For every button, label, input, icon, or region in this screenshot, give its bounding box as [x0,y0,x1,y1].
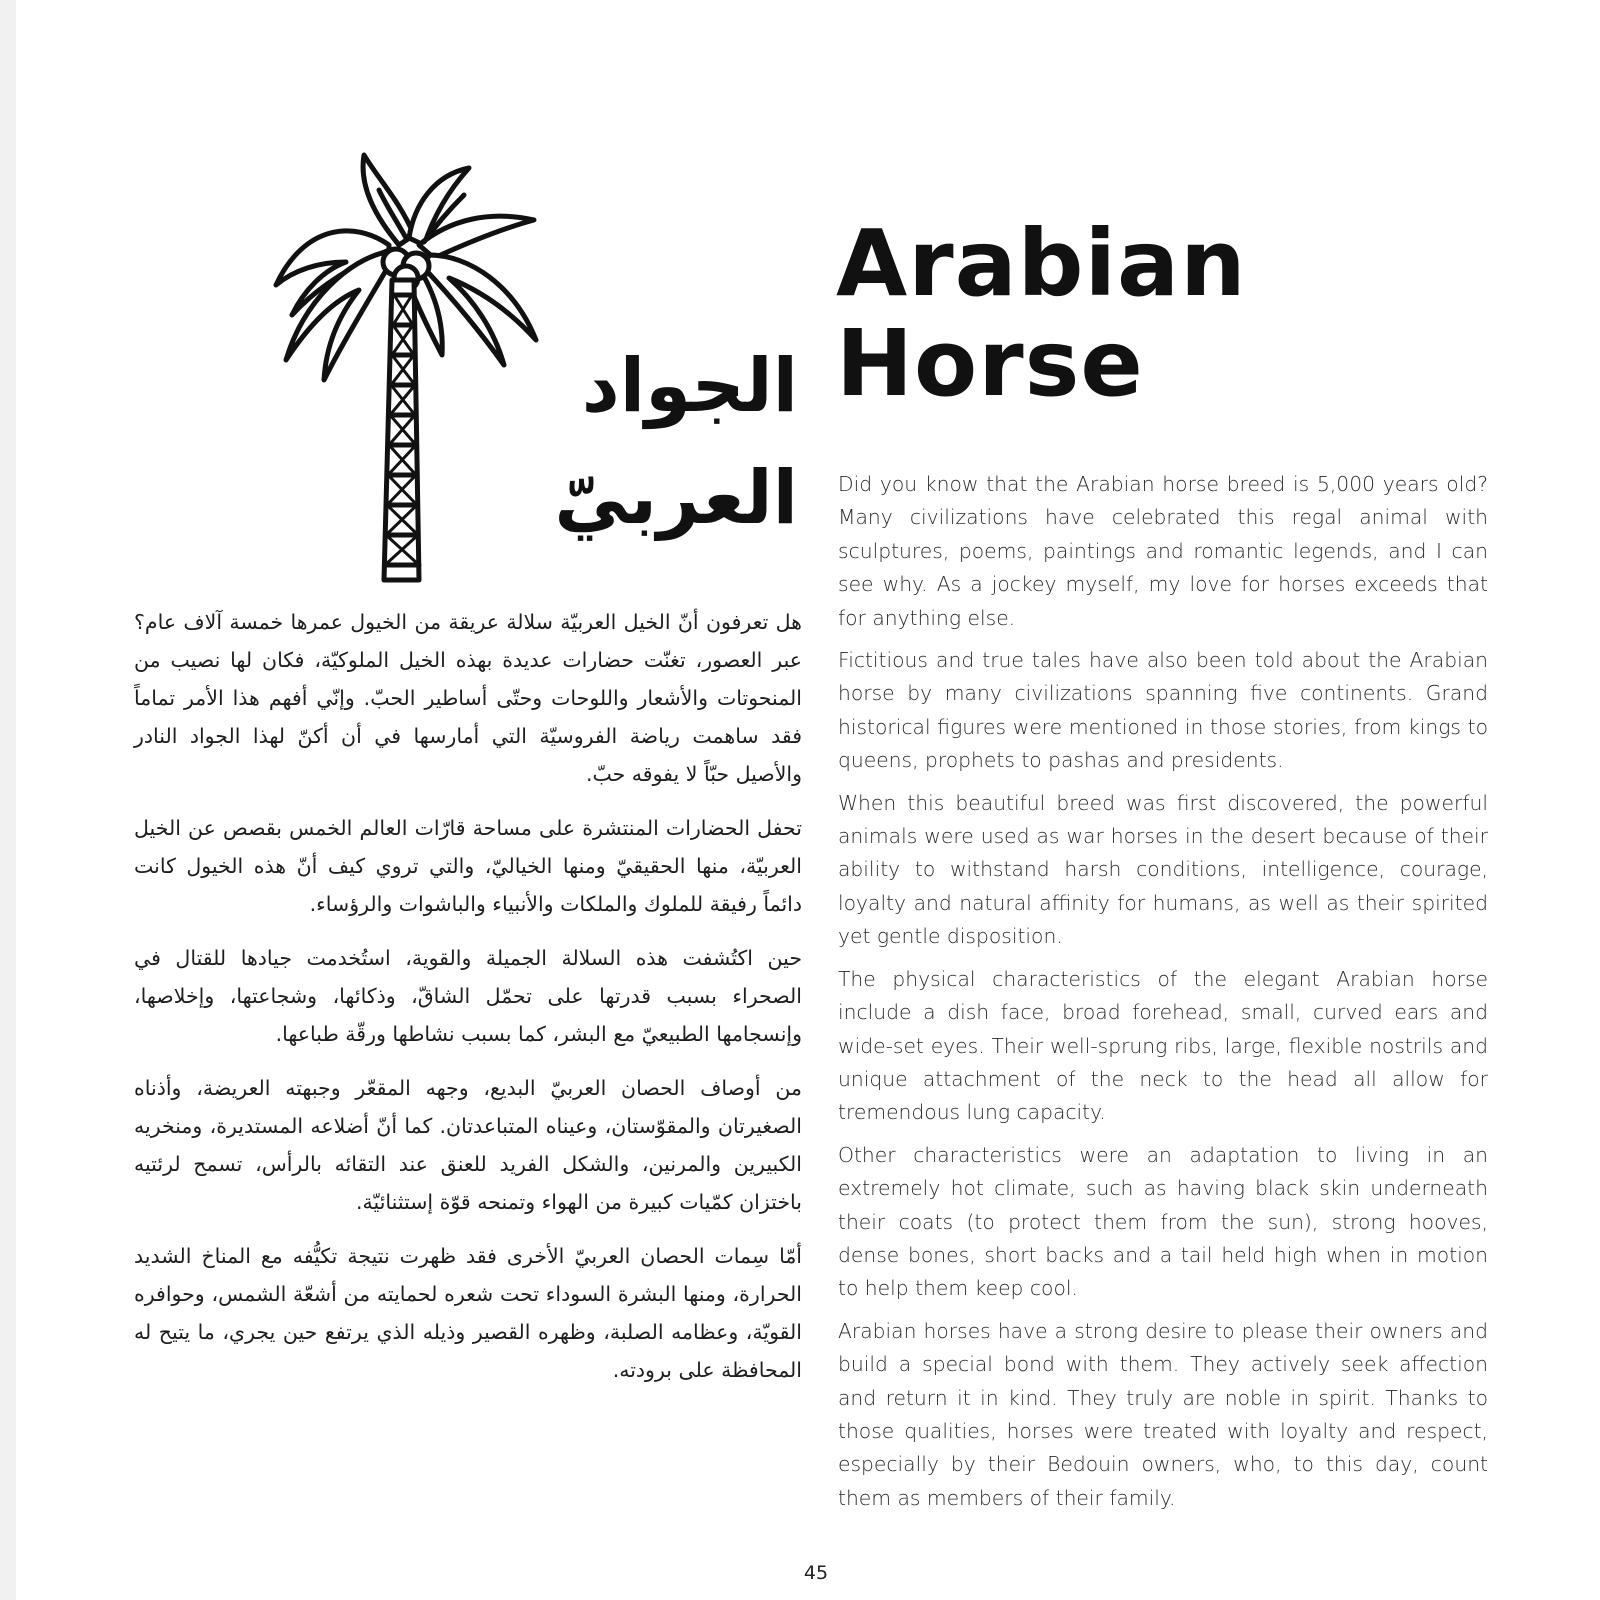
arabic-paragraph: حين اكتُشفت هذه السلالة الجميلة والقوية، استُخدمت جيادها للقتال في الصحراء بسبب قدرتها على تحمّل الشاقّ، وذكائها، وشجاعتها، وإخلاصها، وإنسجامها الطبيعيّ مع البشر، كما بسبب نشاطها ورقّة طباعها. [134,946,802,1046]
arabic-paragraph: هل تعرفون أنّ الخيل العربيّة سلالة عريقة من الخيول عمرها خمسة آلاف عام؟ عبر العصور، تغنّت حضارات عديدة بهذه الخيل الملوكيّة، فكان لها نصيب من المنحوتات والأشعار واللوحات وحتّى أساطير الحبّ. وإنّي أفهم هذا الأمر تماماً فقد ساهمت رياضة الفروسيّة التي أمارسها في أن أكنّ لهذا الجواد النادر والأصيل حبّاً لا يفوقه حبّ. [134,610,802,786]
english-paragraph: Fictitious and true tales have also been told about the Arabian horse by many civilizations spanning five continents. Grand historical figures were mentioned in those stories, from kings to queens, prophets to pashas and presidents. [838,648,1488,773]
arabic-paragraph: أمّا سِمات الحصان العربيّ الأخرى فقد ظهرت نتيجة تكيُّفه مع المناخ الشديد الحرارة، ومنها البشرة السوداء تحت شعره لحمايته من أشعّة الشمس، وحوافره القويّة، وعظامه الصلبة، وظهره القصير وذيله الذي يرتفع حين يجري، ما يتيح له المحافظة على برودته. [134,1244,802,1382]
title-en-line: Arabian [836,210,1247,317]
title-en-line: Horse [836,310,1144,417]
english-paragraph: When this beautiful breed was first discovered, the powerful animals were used as war horses in the desert because of their ability to withstand harsh conditions, intelligence, courage, loyalty and natural affinity for humans, as well as their spirited yet gentle disposition. [838,790,1488,949]
title-ar-line: الجواد [581,343,798,429]
arabic-paragraph: تحفل الحضارات المنتشرة على مساحة قارّات العالم الخمس بقصص عن الخيل العربيّة، منها الحقيقيّ ومنها الخياليّ، والتي تروي كيف أنّ هذه الخيول كانت دائماً رفيقة للملوك والملكات والأنبياء والباشوات والرؤساء. [134,816,802,916]
english-paragraph: Arabian horses have a strong desire to please their owners and build a special bond with them. They actively seek affection and return it in kind. They truly are noble in spirit. Thanks to those qualities, horses were treated with loyalty and respect, especially by their Bedouin owners, who, to this day, count them as members of their family. [838,1318,1488,1510]
book-page [16,0,1600,1600]
arabic-column [134,603,802,1405]
english-paragraph: Other characteristics were an adaptation to living in an extremely hot climate, such as having black skin underneath their coats (to protect them from the sun), strong hooves, dense bones, short backs and a tail held high when in motion to help them keep cool. [838,1142,1488,1301]
palm-tree-icon [264,150,564,605]
english-paragraph: The physical characteristics of the elegant Arabian horse include a dish face, broad forehead, small, curved ears and wide-set eyes. Their well-sprung ribs, large, flexible nostrils and unique attachment of the neck to the head all allow for tremendous lung capacity. [838,966,1488,1125]
page-title-arabic [536,330,798,554]
title-ar-line: العربيّ [554,455,798,541]
page-title-english [836,210,1396,417]
english-column [838,468,1488,1524]
arabic-paragraph: من أوصاف الحصان العربيّ البديع، وجهه المقعّر وجبهته العريضة، وأذناه الصغيرتان والمقوّستان، وعيناه المتباعدتان. كما أنّ أضلاعه المستديرة، ومنخريه الكبيرين والمرنين، والشكل الفريد للعنق عند التقائه بالرأس، تسمح لرئتيه باختزان كمّيات كبيرة من الهواء وتمنحه قوّة إستثنائيّة. [134,1076,802,1214]
page-number: 45 [803,1562,829,1584]
english-paragraph: Did you know that the Arabian horse breed is 5,000 years old? Many civilizations have celebrated this regal animal with sculptures, poems, paintings and romantic legends, and I can see why. As a jockey myself, my love for horses exceeds that for anything else. [838,472,1488,630]
